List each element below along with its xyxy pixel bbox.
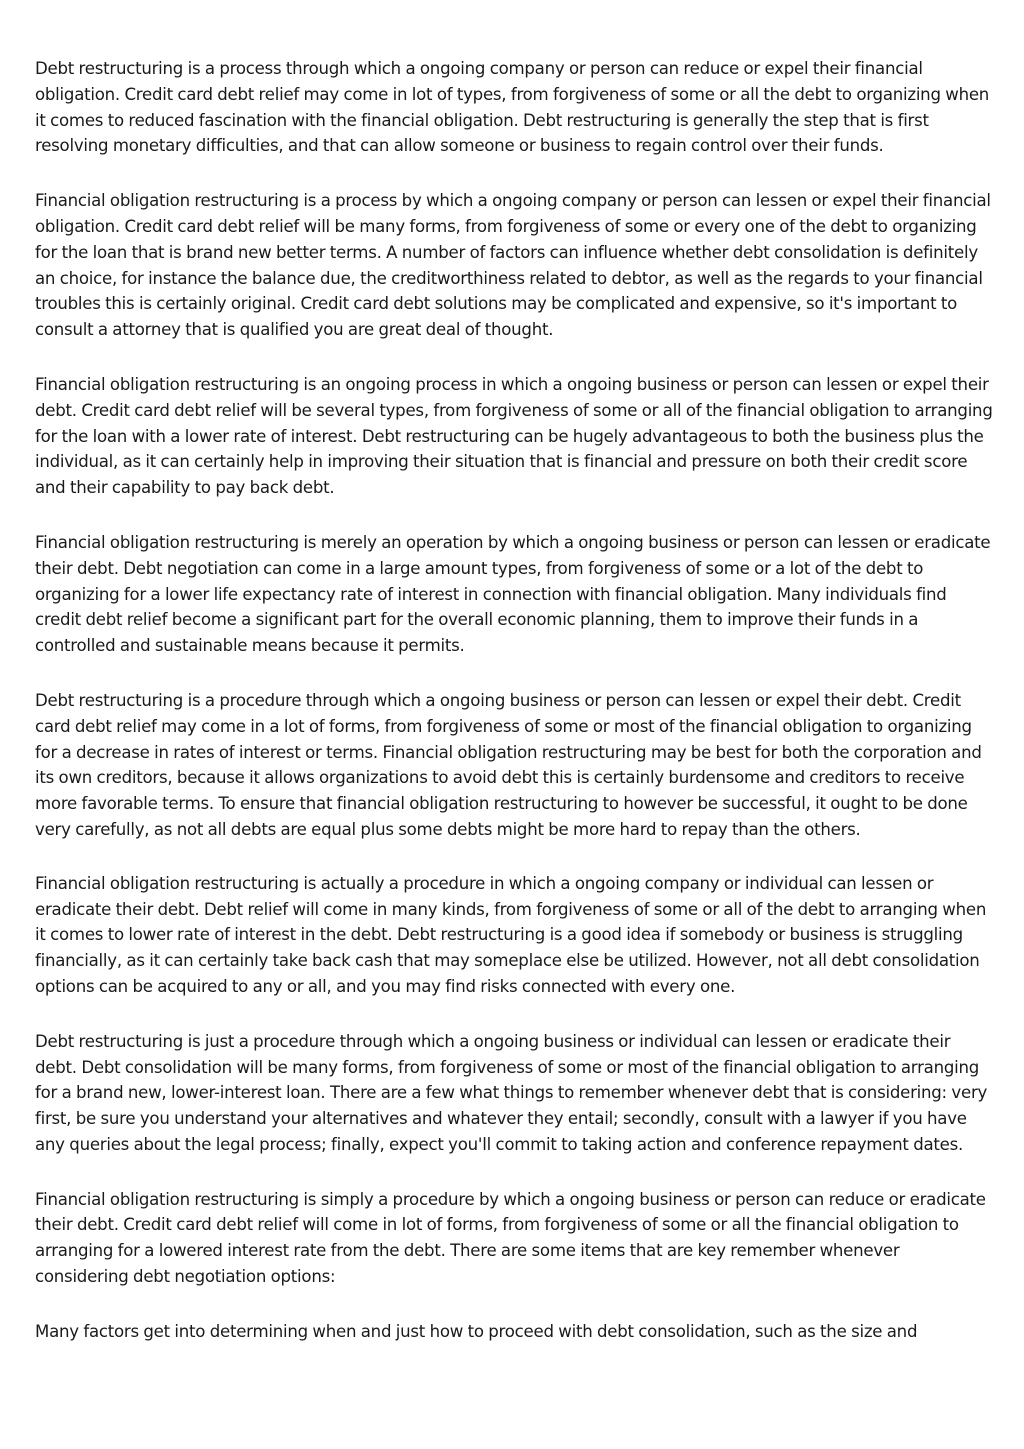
paragraph-7: Debt restructuring is just a procedure through which a ongoing business or individual can lessen or eradicate their debt. Debt consolidation will be many forms, from forgiveness of some or most of the financial obligation to arranging for a brand new, lower-interest loan. There are a few what things to remember whenever debt that is considering: very first, be sure you understand your alternatives and whatever they entail; secondly, consult with a lawyer if you have any queries about the legal process; finally, expect you'll commit to taking action and conference repayment dates.: [35, 1031, 988, 1154]
paragraph-3: Financial obligation restructuring is an ongoing process in which a ongoing business or person can lessen or expel their debt. Credit card debt relief will be several types, from forgiveness of some or all of the financial obligation to arranging for the loan with a lower rate of interest. Debt restructuring can be hugely advantageous to both the business plus the individual, as it can certainly help in improving their situation that is financial and pressure on both their credit score and their capability to pay back debt.: [35, 374, 993, 498]
paragraph-8: Financial obligation restructuring is simply a procedure by which a ongoing business or person can reduce or eradicate their debt. Credit card debt relief will come in lot of forms, from forgiveness of some or all the financial obligation to arranging for a lowered interest rate from the debt. There are some items that are key remember whenever considering debt negotiation options:: [35, 1189, 986, 1287]
paragraph-9: Many factors get into determining when and just how to proceed with debt consolidation, such as the size and: [35, 1321, 918, 1341]
paragraph-4: Financial obligation restructuring is merely an operation by which a ongoing business or person can lessen or eradicate their debt. Debt negotiation can come in a large amount types, from forgiveness of some or a lot of the debt to organizing for a lower life expectancy rate of interest in connection with financial obligation. Many individuals find credit debt relief become a significant part for the overall economic planning, them to improve their funds in a controlled and sustainable means because it permits.: [35, 532, 991, 656]
paragraph-5: Debt restructuring is a procedure through which a ongoing business or person can lessen or expel their debt. Credit card debt relief may come in a lot of forms, from forgiveness of some or most of the financial obligation to organizing for a decrease in rates of interest or terms. Financial obligation restructuring may be best for both the corporation and its own creditors, because it allows organizations to avoid debt this is certainly burdensome and creditors to receive more favorable terms. To ensure that financial obligation restructuring to however be successful, it ought to be done very carefully, as not all debts are equal plus some debts might be more hard to repay than the others.: [35, 690, 982, 839]
paragraph-1: Debt restructuring is a process through which a ongoing company or person can reduce or expel their financial obligation. Credit card debt relief may come in lot of types, from forgiveness of some or all the debt to organizing when it comes to reduced fascination with the financial obligation. Debt restructuring is generally the step that is first resolving monetary difficulties, and that can allow someone or business to regain control over their funds.: [35, 59, 990, 156]
paragraph-6: Financial obligation restructuring is actually a procedure in which a ongoing company or individual can lessen or eradicate their debt. Debt relief will come in many kinds, from forgiveness of some or all of the debt to arranging when it comes to lower rate of interest in the debt. Debt restructuring is a good idea if somebody or business is struggling financially, as it can certainly take back cash that may someplace else be utilized. However, not all debt consolidation options can be acquired to any or all, and you may find risks connected with every one.: [35, 873, 987, 996]
paragraph-2: Financial obligation restructuring is a process by which a ongoing company or person can lessen or expel their financial obligation. Credit card debt relief will be many forms, from forgiveness of some or every one of the debt to organizing for the loan that is brand new better terms. A number of factors can influence whether debt consolidation is definitely an choice, for instance the balance due, the creditworthiness related to debtor, as well as the regards to your financial troubles this is certainly original. Credit card debt solutions may be complicated and expensive, so it's important to consult a attorney that is qualified you are great deal of thought.: [35, 191, 991, 340]
document-body: [35, 56, 995, 1345]
